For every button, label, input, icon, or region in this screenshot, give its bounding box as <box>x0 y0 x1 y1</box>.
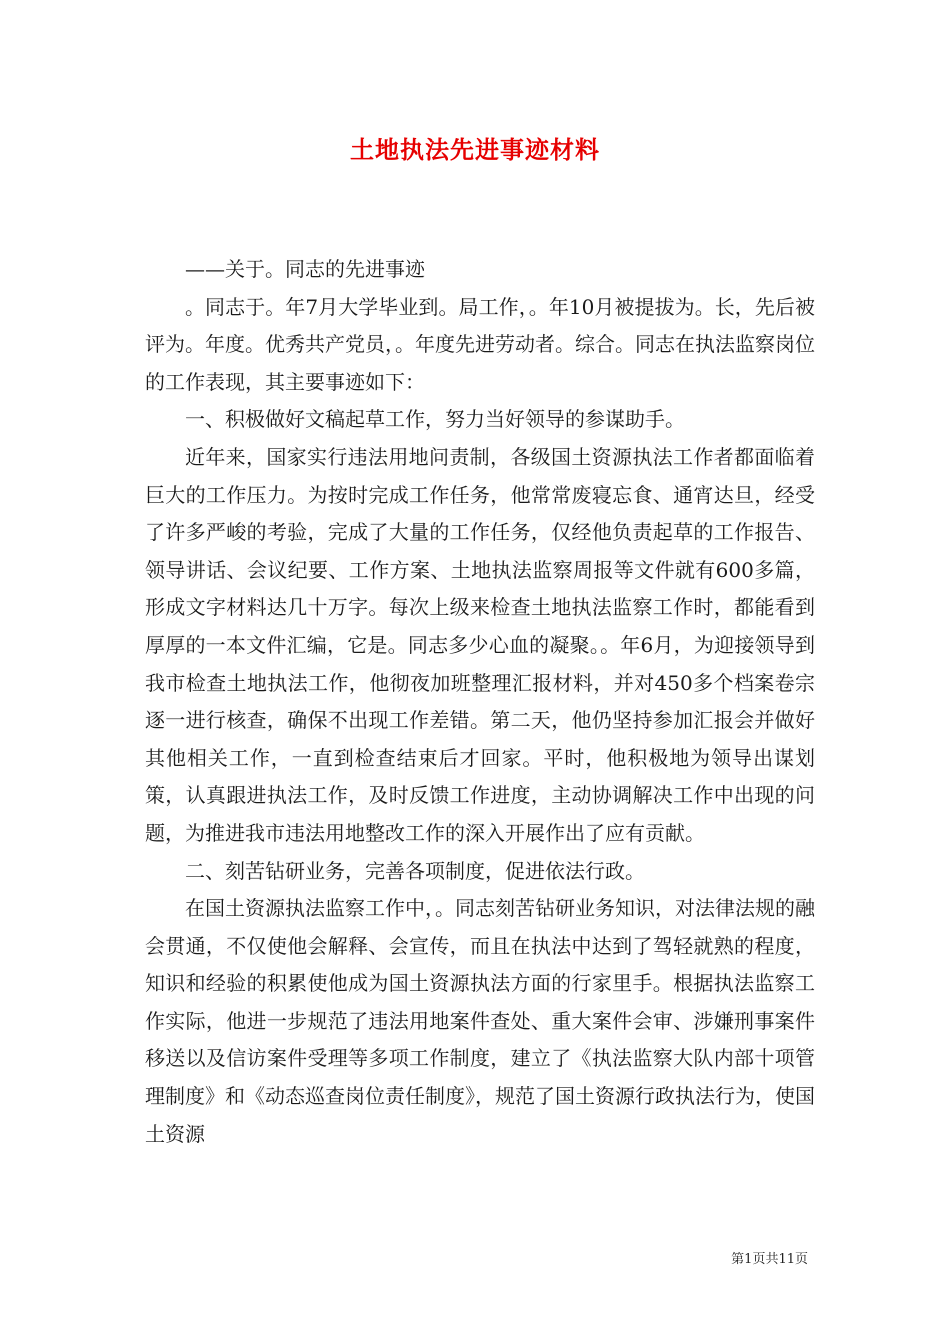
paragraph-subtitle: ——关于。同志的先进事迹 <box>185 257 425 281</box>
paragraph-section-1: 近年来，国家实行违法用地问责制，各级国土资源执法工作者都面临着巨大的工作压力。为按时完成工作任务，他常常废寝忘食、通宵达旦，经受了许多严峻的考验，完成了大量的工作任务，仅经他负责起草的工作报告、领导讲话、会议纪要、工作方案、土地执法监察周报等文件就有600多篇，形成文字材料达几十万字。每次上级来检查土地执法监察工作时，都能看到厚厚的一本文件汇编，它是。同志多少心血的凝聚。。年6月，为迎接领导到我市检查土地执法工作，他彻夜加班整理汇报材料，并对450多个档案卷宗逐一进行核查，确保不出现工作差错。第二天，他仍坚持参加汇报会并做好其他相关工作，一直到检查结束后才回家。平时，他积极地为领导出谋划策，认真跟进执法工作，及时反馈工作进度，主动协调解决工作中出现的问题，为推进我市违法用地整改工作的深入开展作出了应有贡献。 <box>145 444 815 845</box>
paragraph-section-2: 在国土资源执法监察工作中，。同志刻苦钻研业务知识，对法律法规的融会贯通，不仅使他会解释、会宣传，而且在执法中达到了驾轻就熟的程度，知识和经验的积累使他成为国土资源执法方面的行家里手。根据执法监察工作实际，他进一步规范了违法用地案件查处、重大案件会审、涉嫌刑事案件移送以及信访案件受理等多项工作制度，建立了《执法监察大队内部十项管理制度》和《动态巡查岗位责任制度》，规范了国土资源行政执法行为，使国土资源 <box>145 896 815 1146</box>
page-number-footer: 第1页共11页 <box>731 1252 808 1267</box>
section-heading-2: 二、刻苦钻研业务，完善各项制度，促进依法行政。 <box>185 858 645 883</box>
paragraph-intro: 。同志于。年7月大学毕业到。局工作，。年10月被提拔为。长，先后被评为。年度。优秀共产党员，。年度先进劳动者。综合。同志在执法监察岗位的工作表现，其主要事迹如下： <box>145 294 815 394</box>
document-title: 土地执法先进事迹材料 <box>350 135 600 164</box>
document-body <box>145 251 815 1153</box>
section-heading-1: 一、积极做好文稿起草工作，努力当好领导的参谋助手。 <box>185 407 685 432</box>
